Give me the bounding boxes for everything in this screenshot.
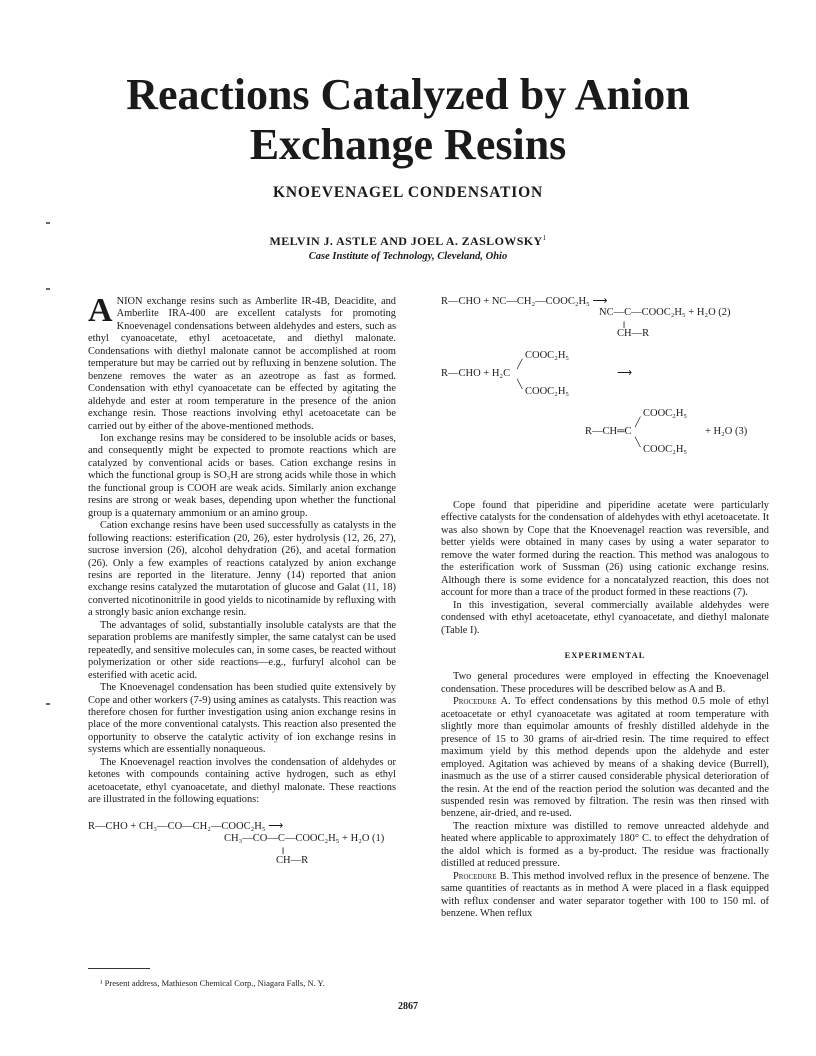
footnote-rule bbox=[88, 968, 150, 969]
paper-subtitle: KNOEVENAGEL CONDENSATION bbox=[273, 184, 543, 201]
section-heading: EXPERIMENTAL bbox=[564, 649, 646, 660]
left-column bbox=[88, 292, 396, 867]
equation-2 bbox=[441, 296, 769, 344]
equation-text: R—CHO + CH₃—CO—CH₂—COOC₂H₅ ⟶ bbox=[88, 820, 284, 832]
paragraph: Cation exchange resins have been used successfully as catalysts in the following reactions: esterification (20, 26), ester hydrolysis (12, 26, 27), sucrose inversion (26), alcohol dehydration (26), and acetal formation (26). Only a few examples of reactions catalyzed by anion exchange resins are reported in the literature. Jenny (14) reported that anion exchange resins catalyzed the mutarotation of glucose and Galat (11, 18) converted nicotinonitrile in good yields to nicotinamide by refluxing with a strongly basic anion exchange resin. bbox=[88, 520, 396, 619]
margin-mark bbox=[46, 222, 50, 224]
paragraph: Two general procedures were employed in effecting the Knoevenagel condensation. These procedures will be described below as A and B. bbox=[441, 671, 769, 695]
paragraph: The Knoevenagel condensation has been studied quite extensively by Cope and other workers (7-9) using amines as catalysts. This reaction was therefore chosen for further investigation using anion exchange resins in place of the more conventional catalysts. This reaction also presented the opportunity to observe the catalytic activity of ion exchange resins in systems which are essentially nonaqueous. bbox=[88, 682, 396, 756]
double-bond-mark: ‖ bbox=[623, 320, 626, 330]
margin-mark bbox=[46, 288, 50, 290]
equation-text: COOC₂H₅ bbox=[525, 386, 570, 397]
title-line-2: Exchange Resins bbox=[249, 120, 567, 169]
paragraph: ANION exchange resins such as Amberlite IR-4B, Deacidite, and Amberlite IRA-400 are excellent catalysts for promoting Knoevenagel condensations between aldehydes and esters, such as ethyl cyanoacetate, ethyl acetoacetate, and diethyl malonate. Condensations with diethyl malonate cannot be accomplished at room temperature but may be carried out by refluxing in benzene solution. The benzene removes the water as an azeotrope as fast as formed. Condensation with ethyl cyanoacetate can be effected by agitating the aldehyde and ester at room temperature in the presence of the anion exchange resin. Those reactions involving ethyl acetoacetate can be carried out by either of the above-mentioned methods. bbox=[88, 292, 396, 432]
procedure-label: Procedure A. bbox=[453, 696, 511, 708]
equation-text: R—CHO + NC—CH₂—COOC₂H₅ ⟶ bbox=[441, 296, 608, 307]
equation-text: + H₂O (3) bbox=[705, 426, 748, 437]
title-line-1: Reactions Catalyzed by Anion bbox=[126, 70, 690, 119]
paragraph: Procedure B. This method involved reflux in the presence of benzene. The same quantities of reactants as in method A were placed in a flask equipped with reflux condenser and water separator together with 100 to 150 ml. of benzene. When reflux bbox=[441, 870, 769, 920]
paragraph: The reaction mixture was distilled to remove unreacted aldehyde and heated where applicable to approximately 180° C. to effect the dehydration of the aldol which is formed as a by-product. The residue was fractionally distilled at reduced pressure. bbox=[441, 820, 769, 870]
equation-text: NC—C—COOC₂H₅ + H₂O (2) bbox=[599, 307, 731, 318]
equation-text: COOC₂H₅ bbox=[525, 350, 570, 361]
footnote: ¹ Present address, Mathieson Chemical Corp., Niagara Falls, N. Y. bbox=[100, 978, 325, 988]
paragraph: Procedure A. To effect condensations by this method 0.5 mole of ethyl acetoacetate or ethyl cyanoacetate was agitated at room temperature with slightly more than equimolar amounts of freshly distilled aldehyde in the presence of 15 to 30 grams of air-dried resin. The time required to effect maximum yield by this method depends upon the aldehyde and ester employed. Agitation was achieved by means of a shaking device (Burrell), inasmuch as the use of a stirrer caused considerable physical deterioration of the resin. At the end of the reaction period the solution was decanted and the suspended resin was removed by filtration. The resin was then rinsed with benzene, air-dried, and re-used. bbox=[441, 696, 769, 820]
equation-text: COOC₂H₅ bbox=[643, 408, 688, 419]
equation-text: CH—R bbox=[276, 854, 309, 866]
affiliation: Case Institute of Technology, Cleveland, Ohio bbox=[308, 251, 508, 262]
bond-mark: ╲ bbox=[635, 437, 641, 447]
equation-1 bbox=[88, 821, 396, 867]
bond-mark: ╱ bbox=[635, 417, 641, 427]
equation-text: COOC₂H₅ bbox=[643, 444, 688, 455]
paragraph: Ion exchange resins may be considered to be insoluble acids or bases, and consequently might be expected to promote reactions which are catalyzed by conventional acids or bases. Cation exchange resins in which the functional group is SO₃H are strong acids while those in which the functional group is COOH are weak acids. Similarly anion exchange resins are strong or weak bases, depending upon whether the functional group is a quaternary ammonium or an amino group. bbox=[88, 432, 396, 519]
paragraph: In this investigation, several commercially available aldehydes were condensed with ethyl acetoacetate, ethyl cyanoacetate, and diethyl malonate (Table I). bbox=[441, 599, 769, 636]
paragraph: The advantages of solid, substantially insoluble catalysts are that the separation problems are manifestly simpler, the same catalyst can be used repeatedly, and sensitive molecules can, in some cases, be reacted without polymerization or other side reactions—e.g., furfuryl alcohol can be esterified with acetic acid. bbox=[88, 619, 396, 681]
paper-title bbox=[0, 70, 816, 170]
author-line bbox=[0, 234, 816, 249]
equation-text: R—CHO + H₂C bbox=[441, 368, 511, 379]
author-footnote-mark: 1 bbox=[542, 234, 547, 242]
double-bond-mark: ‖ bbox=[282, 845, 285, 856]
bond-mark: ╱ bbox=[517, 359, 523, 369]
equation-text: R—CH═C bbox=[585, 426, 632, 437]
drop-cap: A bbox=[88, 292, 113, 329]
bond-mark: ╲ bbox=[517, 379, 523, 389]
authors: MELVIN J. ASTLE AND JOEL A. ZASLOWSKY bbox=[269, 234, 543, 248]
procedure-label: Procedure B. bbox=[453, 870, 510, 882]
paragraph: The Knoevenagel reaction involves the condensation of aldehydes or ketones with compounds containing active hydrogen, such as ethyl acetoacetate, ethyl cyanoacetate, and diethyl malonate. These reactions are illustrated in the following equations: bbox=[88, 756, 396, 806]
spacer bbox=[441, 448, 769, 500]
right-column bbox=[441, 296, 769, 921]
margin-mark bbox=[46, 703, 50, 705]
equation-text: CH₃—CO—C—COOC₂H₅ + H₂O (1) bbox=[224, 832, 385, 844]
paragraph: Cope found that piperidine and piperidine acetate were particularly effective catalysts for the condensation of aldehydes with ethyl acetoacetate. It was also shown by Cope that the Knoevenagel reaction was reversible, and better yields were obtained in many cases by using a water separator to remove the water formed during the reaction. This method was analogous to the esterification work of Sussman (26) using cationic exchange resins. Although there is some evidence for a noncatalyzed reaction, this does not account for more than a trace of the product formed in these reactions (7). bbox=[441, 500, 769, 599]
page-number: 2867 bbox=[398, 1001, 418, 1012]
equation-3 bbox=[441, 348, 769, 455]
equation-text: CH—R bbox=[617, 328, 650, 339]
equation-text: ⟶ bbox=[617, 368, 633, 379]
